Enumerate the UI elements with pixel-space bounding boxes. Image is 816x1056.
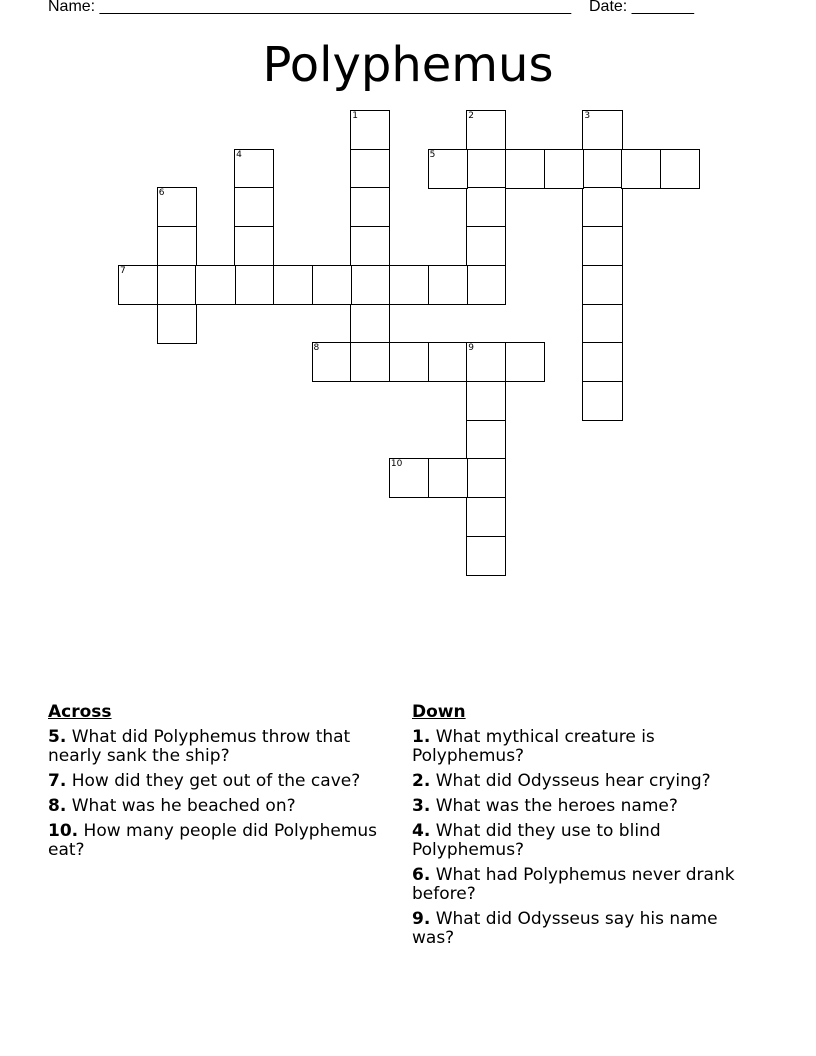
date-label: Date: bbox=[588, 0, 628, 15]
clue-number-label: 1. bbox=[412, 727, 431, 747]
clue-text: What had Polyphemus never drank before? bbox=[412, 865, 735, 904]
name-label: Name: bbox=[48, 0, 96, 15]
clue-text: What did they use to blind Polyphemus? bbox=[412, 821, 661, 860]
clue-number-label: 10. bbox=[48, 821, 79, 841]
grid-cell[interactable] bbox=[234, 226, 274, 266]
grid-cell[interactable] bbox=[466, 265, 506, 305]
clue-text: How did they get out of the cave? bbox=[71, 771, 361, 791]
grid-cell[interactable] bbox=[428, 149, 468, 189]
grid-cell[interactable] bbox=[157, 226, 197, 266]
clue-number: 4 bbox=[236, 149, 242, 160]
clue-number-label: 9. bbox=[412, 909, 431, 929]
clue-text: What mythical creature is Polyphemus? bbox=[412, 727, 655, 766]
grid-cell[interactable] bbox=[350, 342, 390, 382]
across-clue-list bbox=[48, 728, 388, 860]
grid-cell[interactable] bbox=[505, 342, 545, 382]
grid-cell[interactable] bbox=[273, 265, 313, 305]
grid-cell[interactable] bbox=[234, 149, 274, 189]
clue-number: 1 bbox=[352, 111, 358, 121]
clue-number: 10 bbox=[390, 459, 403, 470]
grid-cell[interactable] bbox=[312, 342, 352, 382]
grid-cell[interactable] bbox=[350, 187, 390, 227]
grid-cell[interactable] bbox=[389, 458, 429, 498]
down-heading: Down bbox=[412, 702, 466, 722]
grid-cell[interactable] bbox=[234, 187, 274, 227]
grid-cell[interactable] bbox=[234, 265, 274, 305]
grid-cell[interactable] bbox=[544, 149, 584, 189]
grid-cell[interactable] bbox=[582, 304, 622, 344]
clue-number: 2 bbox=[468, 111, 475, 121]
down-clue bbox=[412, 772, 752, 791]
clue-text: What was the heroes name? bbox=[435, 796, 678, 816]
grid-cell[interactable] bbox=[350, 265, 390, 305]
across-heading: Across bbox=[48, 702, 112, 722]
clue-number-label: 6. bbox=[412, 865, 431, 885]
clue-number-label: 5. bbox=[48, 727, 67, 747]
grid-cell[interactable] bbox=[621, 149, 661, 189]
clue-number: 7 bbox=[120, 265, 126, 276]
down-clue bbox=[412, 866, 752, 904]
grid-cell[interactable] bbox=[428, 458, 468, 498]
grid-cell[interactable] bbox=[466, 187, 506, 227]
grid-cell[interactable] bbox=[389, 342, 429, 382]
grid-cell[interactable] bbox=[582, 342, 622, 382]
clue-text: What was he beached on? bbox=[71, 796, 296, 816]
clue-text: What did Polyphemus throw that nearly sank the ship? bbox=[48, 727, 351, 766]
clue-number: 6 bbox=[158, 188, 165, 199]
down-clue bbox=[412, 728, 752, 766]
grid-cell[interactable] bbox=[582, 381, 622, 421]
grid-cell[interactable] bbox=[195, 265, 235, 305]
grid-cell[interactable] bbox=[428, 342, 468, 382]
grid-cell[interactable] bbox=[466, 381, 506, 421]
clue-number-label: 4. bbox=[412, 821, 431, 841]
grid-cell[interactable] bbox=[157, 265, 197, 305]
grid-cell[interactable] bbox=[466, 149, 506, 189]
clue-text: How many people did Polyphemus eat? bbox=[48, 821, 378, 860]
grid-cell[interactable] bbox=[350, 110, 390, 150]
grid-cell[interactable] bbox=[350, 226, 390, 266]
clue-number: 3 bbox=[584, 111, 591, 121]
clue-number: 9 bbox=[468, 343, 475, 354]
across-clues bbox=[48, 703, 388, 866]
grid-cell[interactable] bbox=[389, 265, 429, 305]
grid-cell[interactable] bbox=[466, 420, 506, 460]
grid-cell[interactable] bbox=[466, 458, 506, 498]
grid-cell[interactable] bbox=[582, 265, 622, 305]
clue-number-label: 2. bbox=[412, 771, 431, 791]
clue-text: What did Odysseus say his name was? bbox=[412, 909, 718, 948]
grid-cell[interactable] bbox=[505, 149, 545, 189]
grid-cell[interactable] bbox=[428, 265, 468, 305]
across-clue bbox=[48, 728, 388, 766]
grid-cell[interactable] bbox=[582, 110, 622, 150]
clue-number-label: 3. bbox=[412, 796, 431, 816]
grid-cell[interactable] bbox=[582, 226, 622, 266]
clue-number-label: 7. bbox=[48, 771, 67, 791]
grid-cell[interactable] bbox=[582, 187, 622, 227]
grid-cell[interactable] bbox=[157, 187, 197, 227]
grid-cell[interactable] bbox=[466, 342, 506, 382]
grid-cell[interactable] bbox=[350, 304, 390, 344]
grid-cell[interactable] bbox=[157, 304, 197, 344]
down-clue-list bbox=[412, 728, 752, 948]
grid-cell[interactable] bbox=[660, 149, 700, 189]
grid-cell[interactable] bbox=[466, 110, 506, 150]
clue-number: 5 bbox=[429, 149, 436, 160]
puzzle-title: Polyphemus bbox=[262, 37, 554, 93]
clue-number: 8 bbox=[313, 343, 320, 354]
down-clues bbox=[412, 703, 752, 954]
down-clue bbox=[412, 822, 752, 860]
across-clue bbox=[48, 822, 388, 860]
grid-cell[interactable] bbox=[350, 149, 390, 189]
across-clue bbox=[48, 772, 388, 791]
grid-cell[interactable] bbox=[118, 265, 158, 305]
grid-cell[interactable] bbox=[466, 536, 506, 576]
date-blank[interactable]: _______ bbox=[631, 0, 694, 15]
clue-number-label: 8. bbox=[48, 796, 67, 816]
clue-text: What did Odysseus hear crying? bbox=[435, 771, 711, 791]
name-blank[interactable]: _____________________________________________________ bbox=[99, 0, 572, 15]
grid-cell[interactable] bbox=[466, 497, 506, 537]
down-clue bbox=[412, 910, 752, 948]
down-clue bbox=[412, 797, 752, 816]
grid-cell[interactable] bbox=[466, 226, 506, 266]
across-clue bbox=[48, 797, 388, 816]
grid-cell[interactable] bbox=[312, 265, 352, 305]
grid-cell[interactable] bbox=[582, 149, 622, 189]
